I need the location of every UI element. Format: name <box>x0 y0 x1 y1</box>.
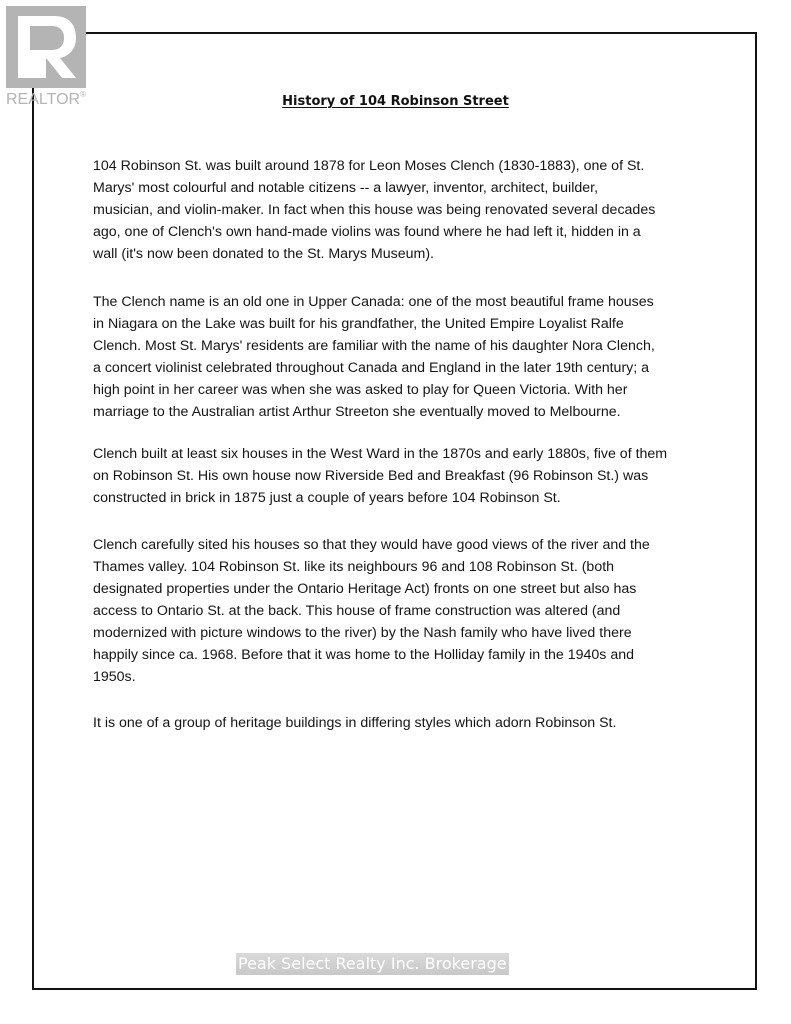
realtor-logo <box>4 4 88 108</box>
paragraph-heritage-group: It is one of a group of heritage buildings in differing styles which adorn Robinson St. <box>93 715 617 731</box>
realtor-wordmark-text: REALTOR <box>6 91 81 108</box>
paragraph-siting-and-owners: Clench carefully sited his houses so that they would have good views of the river and the Thames valley. 104 Robinson St. like its neighbours 96 and 108 Robinson St. (both designated properties under the Ontario Heritage Act) fronts on one street but also has access to Ontario St. at the back. This house of frame construction was altered (and modernized with picture windows to the river) by the Nash family who have lived there happily since ca. 1968. Before that it was home to the Holliday family in the 1940s and 1950s. <box>93 537 650 685</box>
document-title: History of 104 Robinson Street <box>282 94 509 109</box>
registered-mark: ® <box>80 90 86 99</box>
paragraph-construction-history: 104 Robinson St. was built around 1878 for Leon Moses Clench (1830-1883), one of St. Marys' most colourful and notable citizens -- a lawyer, inventor, architect, builder, musician, and violin-maker. In fact when this house was being renovated several decades ago, one of Clench's own hand-made violins was found where he had left it, hidden in a wall (it's now been donated to the St. Marys Museum). <box>93 158 656 262</box>
paragraph-west-ward-houses: Clench built at least six houses in the West Ward in the 1870s and early 1880s, five of them on Robinson St. His own house now Riverside Bed and Breakfast (96 Robinson St.) was constructed in brick in 1875 just a couple of years before 104 Robinson St. <box>93 446 668 506</box>
realtor-r-icon <box>6 6 86 88</box>
paragraph-clench-family: The Clench name is an old one in Upper Canada: one of the most beautiful frame houses in Niagara on the Lake was built for his grandfather, the United Empire Loyalist Ralfe Clench. Most St. Marys' residents are familiar with the name of his daughter Nora Clench, a concert violinist celebrated throughout Canada and England in the later 19th century; a high point in her career was when she was asked to play for Queen Victoria. With her marriage to the Australian artist Arthur Streeton she eventually moved to Melbourne. <box>93 294 655 420</box>
brokerage-watermark: Peak Select Realty Inc. Brokerage <box>238 954 507 973</box>
document-body <box>93 155 703 758</box>
